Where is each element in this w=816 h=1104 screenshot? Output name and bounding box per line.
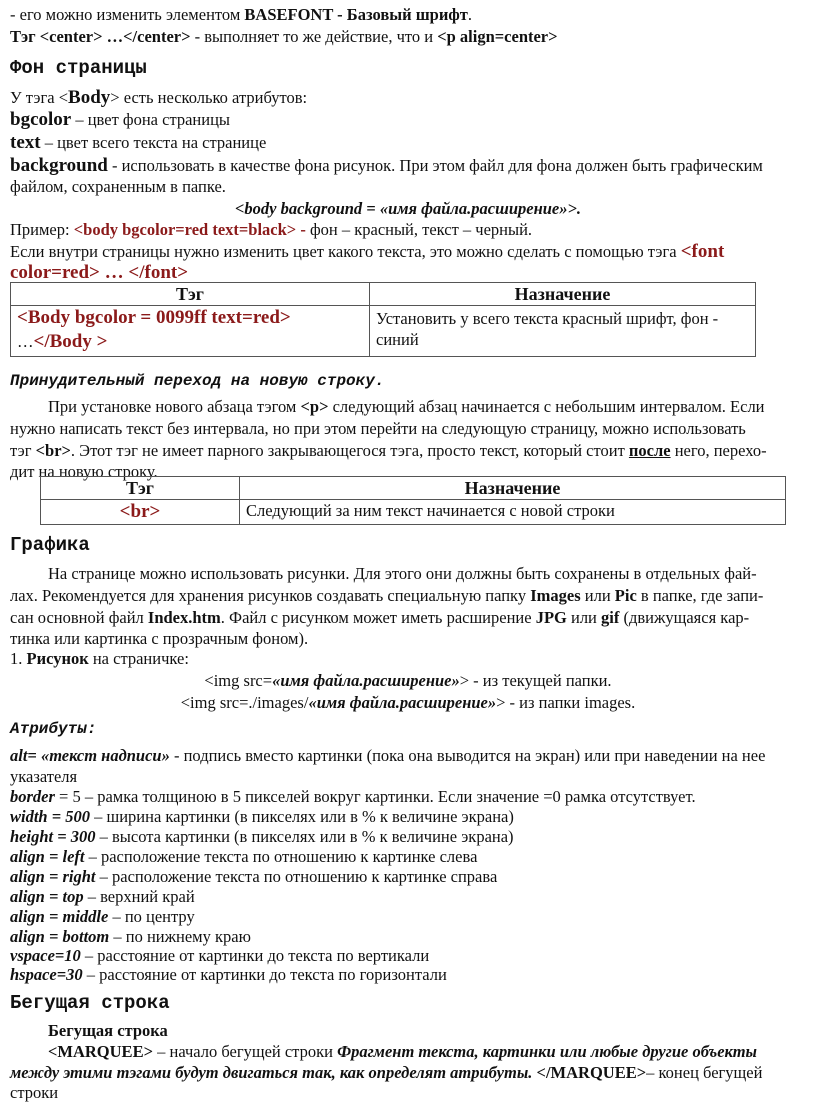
attr-desc: – расстояние от картинки до текста по вертикали [80, 946, 430, 965]
text: Установить у всего текста красный шрифт, фон - [376, 309, 719, 328]
attr-desc: – цвет всего текста на странице [40, 133, 267, 152]
attr-desc: – высота картинки (в пикселях или в % к величине экрана) [95, 827, 514, 846]
attr-desc: – расположение текста по отношению к картинке слева [84, 847, 478, 866]
attr-height [10, 826, 514, 848]
attr-name: background [10, 155, 108, 176]
text: тэг [10, 441, 36, 460]
tag-code: </Body > [33, 331, 108, 352]
br-para-l1 [48, 396, 765, 418]
marquee-open-tag: <MARQUEE> [48, 1042, 153, 1061]
attr-name: text [10, 132, 41, 153]
attr-desc: – по нижнему краю [109, 927, 251, 946]
br-tag: <br> [119, 501, 161, 522]
text: синий [376, 330, 419, 349]
attr-text [10, 132, 266, 154]
section-title-marquee: Бегущая строка [10, 992, 170, 1014]
text: него, перехо- [670, 441, 767, 460]
text: > - из папки images. [496, 693, 636, 712]
marquee-line1 [48, 1041, 757, 1063]
text: или [580, 586, 615, 605]
img-syntax-current [10, 670, 806, 692]
attr-desc: – расстояние от картинки до текста по горизонтали [82, 965, 447, 984]
attr-name: align = bottom [10, 927, 110, 946]
font-tip-line2 [10, 262, 188, 284]
graphics-para-l4: тинка или картинка с прозрачным фоном). [10, 629, 309, 648]
intro-line-center [10, 26, 558, 48]
attr-name: align = middle [10, 907, 109, 926]
table-br [40, 476, 786, 525]
font-tag: <font [680, 241, 725, 262]
p-align-tag: <p align=center> [437, 27, 558, 46]
desc-cell [370, 306, 756, 357]
section-title-background: Фон страницы [10, 57, 147, 79]
br-para-l3 [10, 440, 767, 462]
filename-placeholder: «имя файла.расширение» [308, 693, 497, 712]
text: Фрагмент текста, картинки или любые другие объекты [337, 1042, 757, 1061]
attr-bgcolor [10, 109, 230, 131]
font-tag: color=red> … </font> [10, 262, 189, 283]
attr-name: width = 500 [10, 807, 91, 826]
section-title-graphics: Графика [10, 534, 90, 556]
attr-name: vspace=10 [10, 946, 81, 965]
graphics-para-l1: На странице можно использовать рисунки. Для этого они должны быть сохранены в отдельных фай- [48, 564, 757, 583]
attr-desc: - подпись вместо картинки (пока она выводится на экран) или при наведении на нее [169, 746, 766, 765]
marquee-line3: строки [10, 1083, 59, 1102]
text: – конец бегущей [646, 1063, 763, 1082]
basefont-term: BASEFONT - Базовый шрифт [244, 5, 468, 24]
text: на страничке: [88, 649, 189, 668]
marquee-close-tag: </MARQUEE> [536, 1063, 647, 1082]
column-header: Тэг [11, 283, 370, 306]
attr-desc: – ширина картинки (в пикселях или в % к величине экрана) [90, 807, 514, 826]
marquee-subtitle: Бегущая строка [48, 1021, 168, 1040]
desc-cell: Следующий за ним текст начинается с новой строки [240, 500, 786, 525]
text: сан основной файл [10, 608, 148, 627]
attr-name: align = top [10, 887, 84, 906]
attr-value: = 5 [54, 787, 81, 806]
attr-name: bgcolor [10, 109, 72, 130]
section-title-line-break: Принудительный переход на новую строку. [10, 372, 385, 390]
attr-name: alt= «текст надписи» [10, 746, 170, 765]
syntax-body-background: <body background = «имя файла.расширение»>. [234, 199, 582, 218]
text: или [566, 608, 602, 627]
attr-desc: – верхний край [83, 887, 195, 906]
column-header: Тэг [41, 477, 240, 500]
attr-background-cont: файлом, сохраненным в папке. [10, 177, 226, 196]
text: Если внутри страницы нужно изменить цвет какого текста, это можно сделать с помощью тэга [10, 242, 681, 261]
images-folder: Images [530, 586, 581, 605]
attr-align-left [10, 846, 477, 868]
text: Пример: [10, 220, 74, 239]
img-syntax-images [10, 692, 806, 714]
text: фон – красный, текст – черный. [309, 220, 533, 239]
table-header-row [41, 477, 786, 500]
text: - выполняет то же действие, что и [190, 27, 438, 46]
text: > - из текущей папки. [459, 671, 612, 690]
text: > есть несколько атрибутов: [110, 88, 308, 107]
gif-ext: gif [601, 608, 620, 627]
attr-hspace [10, 964, 447, 986]
pic-folder: Pic [614, 586, 637, 605]
graphics-para-l2 [10, 585, 763, 607]
column-header: Назначение [240, 477, 786, 500]
attr-name: hspace=30 [10, 965, 83, 984]
text: между этими тэгами будут двигаться так, как определят атрибуты. [10, 1063, 537, 1082]
attr-desc: – расположение текста по отношению к картинке справа [95, 867, 498, 886]
marquee-line2 [10, 1062, 762, 1084]
picture-term: Рисунок [26, 649, 89, 668]
text: (движущаяся кар- [619, 608, 750, 627]
after-term: после [628, 441, 671, 460]
attr-desc: - использовать в качестве фона рисунок. При этом файл для фона должен быть графическим [107, 156, 763, 175]
table-row [41, 500, 786, 525]
text: . Файл с рисунком может иметь расширение [220, 608, 536, 627]
graphics-item-1 [10, 648, 189, 670]
jpg-ext: JPG [535, 608, 567, 627]
attr-width [10, 806, 514, 828]
table-header-row [11, 283, 756, 306]
attr-align-top [10, 886, 195, 908]
text: У тэга < [10, 88, 69, 107]
filename-placeholder: «имя файла.расширение» [272, 671, 460, 690]
tag-code: <Body bgcolor = 0099ff text=red> [17, 307, 291, 328]
attr-name: border [10, 787, 55, 806]
attr-alt [10, 745, 765, 767]
tag-cell [11, 306, 370, 357]
example-code: <body bgcolor=red text=black> - [73, 220, 310, 239]
text: в папке, где запи- [636, 586, 764, 605]
table-body-example [10, 282, 756, 357]
attr-desc: – рамка толщиною в 5 пикселей вокруг картинки. Если значение =0 рамка отсутствует. [80, 787, 696, 806]
body-attrs-line [10, 87, 307, 109]
text: <img src=./images/ [180, 693, 309, 712]
font-tip-line1 [10, 241, 724, 263]
text: … [17, 332, 34, 351]
text: - его можно изменить элементом [10, 5, 245, 24]
p-tag: <p> [300, 397, 329, 416]
attr-desc: – цвет фона страницы [71, 110, 231, 129]
body-term: Body [68, 87, 111, 108]
br-para-l2: нужно написать текст без интервала, но при этом перейти на следующую страницу, можно использовать [10, 419, 746, 438]
attr-desc: – по центру [108, 907, 195, 926]
attr-align-right [10, 866, 497, 888]
text: следующий абзац начинается с небольшим интервалом. Если [328, 397, 765, 416]
text: <img src= [204, 671, 273, 690]
intro-line-basefont [10, 4, 472, 26]
attr-background [10, 155, 763, 177]
tag-cell [41, 500, 240, 525]
graphics-para-l3 [10, 607, 749, 629]
text: – начало бегущей строки [152, 1042, 338, 1061]
attr-name: height = 300 [10, 827, 96, 846]
table-row [11, 306, 756, 357]
text: лах. Рекомендуется для хранения рисунков создавать специальную папку [10, 586, 531, 605]
index-file: Index.htm [147, 608, 221, 627]
column-header: Назначение [370, 283, 756, 306]
attr-align-middle [10, 906, 195, 928]
text: При установке нового абзаца тэгом [48, 397, 301, 416]
example-line [10, 219, 532, 241]
section-title-attributes: Атрибуты: [10, 720, 97, 738]
attr-name: align = left [10, 847, 85, 866]
attr-name: align = right [10, 867, 96, 886]
attr-border [10, 786, 696, 808]
br-tag: <br> [35, 441, 71, 460]
br-para-l4: дит на новую строку. [10, 462, 158, 481]
text: . Этот тэг не имеет парного закрывающегося тэга, просто текст, который стоит [70, 441, 629, 460]
center-tag: Тэг <center> …</center> [10, 27, 191, 46]
list-number: 1. [10, 649, 27, 668]
text: . [467, 5, 473, 24]
attr-alt-cont: указателя [10, 767, 78, 786]
